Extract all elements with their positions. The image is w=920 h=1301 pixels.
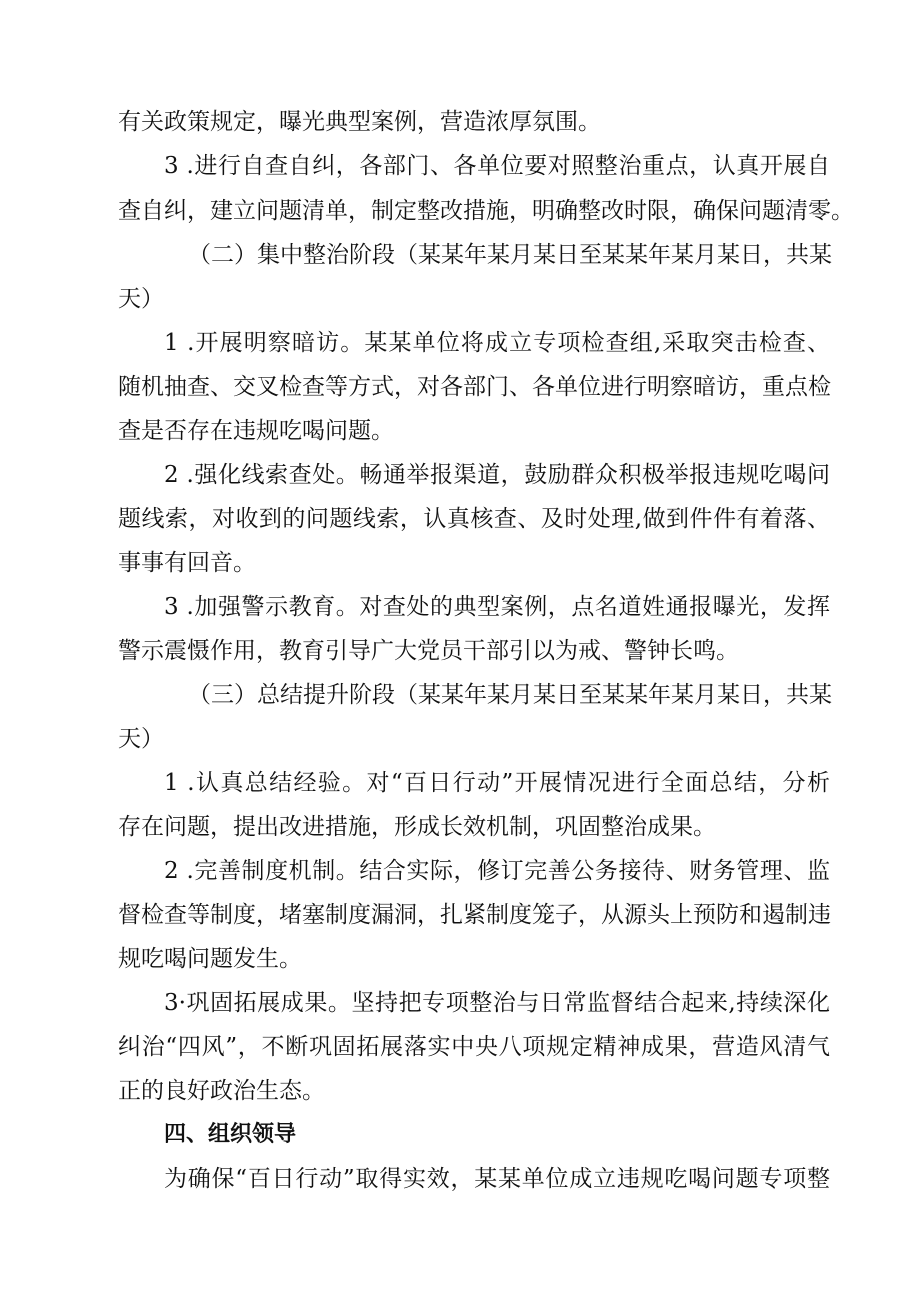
text-line: 查是否存在违规吃喝问题。: [118, 418, 394, 444]
text-line: 1 .认真总结经验。对“百日行动”开展情况进行全面总结，分析: [164, 770, 830, 796]
section-heading: （三）总结提升阶段（某某年某月某日至某某年某月某日，共某: [188, 682, 832, 708]
section-heading: （二）集中整治阶段（某某年某月某日至某某年某月某日，共某: [188, 242, 832, 268]
text-line: 为确保“百日行动”取得实效，某某单位成立违规吃喝问题专项整: [164, 1166, 830, 1192]
text-line: 2 .完善制度机制。结合实际，修订完善公务接待、财务管理、监: [164, 858, 830, 884]
text-line: 警示震慑作用，教育引导广大党员干部引以为戒、警钟长鸣。: [118, 638, 739, 664]
text-line: 2 .强化线索查处。畅通举报渠道，鼓励群众积极举报违规吃喝问: [164, 462, 830, 488]
text-line: 规吃喝问题发生。: [118, 946, 302, 972]
text-line: 天）: [118, 726, 164, 752]
text-line: 存在问题，提出改进措施，形成长效机制，巩固整治成果。: [118, 814, 716, 840]
text-line: 事事有回音。: [118, 550, 256, 576]
text-line: 3·巩固拓展成果。坚持把专项整治与日常监督结合起来,持续深化: [164, 990, 830, 1016]
text-line: 3 .进行自查自纠，各部门、各单位要对照整治重点，认真开展自: [164, 153, 830, 179]
text-line: 督检查等制度，堵塞制度漏洞，扎紧制度笼子，从源头上预防和遏制违: [118, 902, 831, 928]
text-line: 随机抽查、交叉检查等方式，对各部门、各单位进行明察暗访，重点检: [118, 374, 831, 400]
text-line: 查自纠，建立问题清单，制定整改措施，明确整改时限，确保问题清零。: [118, 198, 854, 224]
text-line: 天）: [118, 286, 164, 312]
text-line: 题线索，对收到的问题线索，认真核查、及时处理,做到件件有着落、: [118, 506, 830, 532]
text-line: 1 .开展明察暗访。某某单位将成立专项检查组,采取突击检查、: [164, 330, 830, 356]
text-line: 纠治“四风”，不断巩固拓展落实中央八项规定精神成果，营造风清气: [118, 1034, 830, 1060]
chapter-heading: 四、组织领导: [164, 1122, 297, 1147]
text-line: 正的良好政治生态。: [118, 1078, 325, 1104]
text-line: 3 .加强警示教育。对查处的典型案例，点名道姓通报曝光，发挥: [164, 594, 830, 620]
text-line: 有关政策规定，曝光典型案例，营造浓厚氛围。: [118, 109, 601, 135]
